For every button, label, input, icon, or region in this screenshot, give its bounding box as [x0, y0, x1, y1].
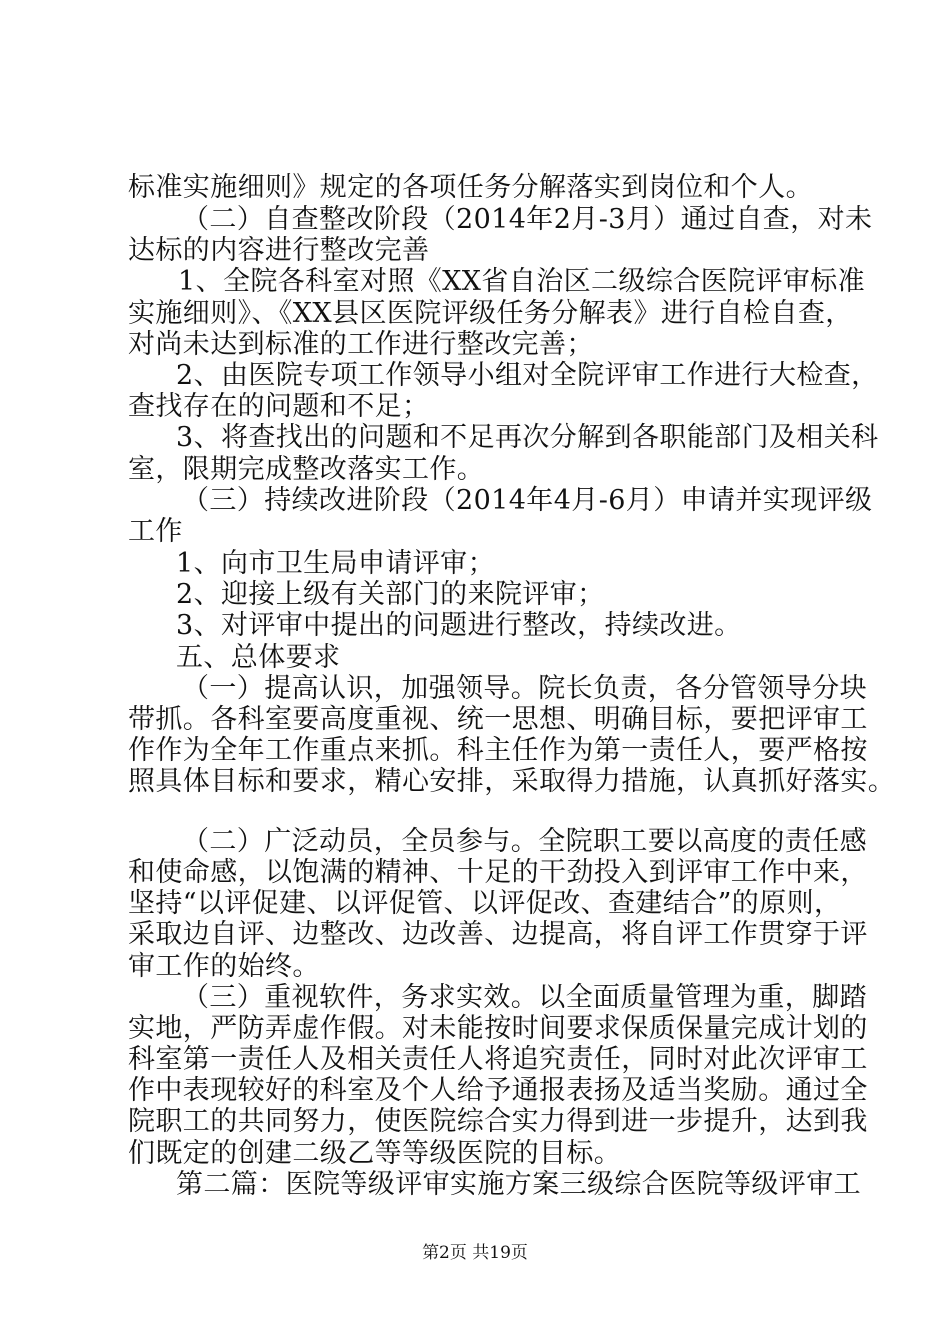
text-line: 室，限期完成整改落实工作。	[128, 454, 485, 485]
text-line: 第二篇：医院等级评审实施方案三级综合医院等级评审工	[176, 1169, 861, 1200]
section-heading: 五、总体要求	[176, 642, 341, 673]
text-line: 和使命感，以饱满的精神、十足的干劲投入到评审工作中来，	[128, 857, 868, 888]
text-line: 作作为全年工作重点来抓。科主任作为第一责任人，要严格按	[128, 735, 868, 766]
text-line: 实施细则》、《XX县区医院评级任务分解表》进行自检自查，	[128, 298, 853, 329]
text-line: 审工作的始终。	[128, 951, 320, 982]
text-line: 作中表现较好的科室及个人给予通报表扬及适当奖励。通过全	[128, 1075, 868, 1106]
text-line: 们既定的创建二级乙等等级医院的目标。	[128, 1138, 622, 1169]
text-line: 带抓。各科室要高度重视、统一思想、明确目标，要把评审工	[128, 704, 868, 735]
text-line: 工作	[128, 516, 183, 547]
text-line: 采取边自评、边整改、边改善、边提高，将自评工作贯穿于评	[128, 919, 868, 950]
text-line: 照具体目标和要求，精心安排，采取得力措施，认真抓好落实。	[128, 766, 896, 797]
text-line: 2、由医院专项工作领导小组对全院评审工作进行大检查，	[176, 360, 879, 391]
text-line: 3、对评审中提出的问题进行整改，持续改进。	[176, 610, 742, 641]
text-line: （二）广泛动员，全员参与。全院职工要以高度的责任感	[182, 826, 867, 857]
text-line: （三）重视软件，务求实效。以全面质量管理为重，脚踏	[182, 982, 867, 1013]
text-line: 院职工的共同努力，使医院综合实力得到进一步提升，达到我	[128, 1106, 868, 1137]
text-line: 标准实施细则》规定的各项任务分解落实到岗位和个人。	[128, 172, 813, 203]
text-line: （三）持续改进阶段（2014年4月-6月）申请并实现评级	[182, 485, 873, 516]
text-line: 1、向市卫生局申请评审；	[176, 548, 495, 579]
page-footer: 第2页 共19页	[422, 1243, 528, 1263]
text-line: 达标的内容进行整改完善	[128, 235, 430, 266]
text-line: 实地，严防弄虚作假。对未能按时间要求保质保量完成计划的	[128, 1013, 868, 1044]
text-line: 坚持“以评促建、以评促管、以评促改、查建结合”的原则，	[128, 888, 842, 919]
text-line: 对尚未达到标准的工作进行整改完善；	[128, 329, 594, 360]
text-line: 科室第一责任人及相关责任人将追究责任，同时对此次评审工	[128, 1044, 868, 1075]
text-line: 3、将查找出的问题和不足再次分解到各职能部门及相关科	[176, 422, 879, 453]
text-line: （一）提高认识，加强领导。院长负责，各分管领导分块	[182, 673, 867, 704]
text-line: （二）自查整改阶段（2014年2月-3月）通过自查，对未	[182, 204, 873, 235]
text-line: 查找存在的问题和不足；	[128, 391, 430, 422]
text-line: 2、迎接上级有关部门的来院评审；	[176, 579, 605, 610]
text-line: 1、全院各科室对照《XX省自治区二级综合医院评审标准	[178, 266, 866, 297]
